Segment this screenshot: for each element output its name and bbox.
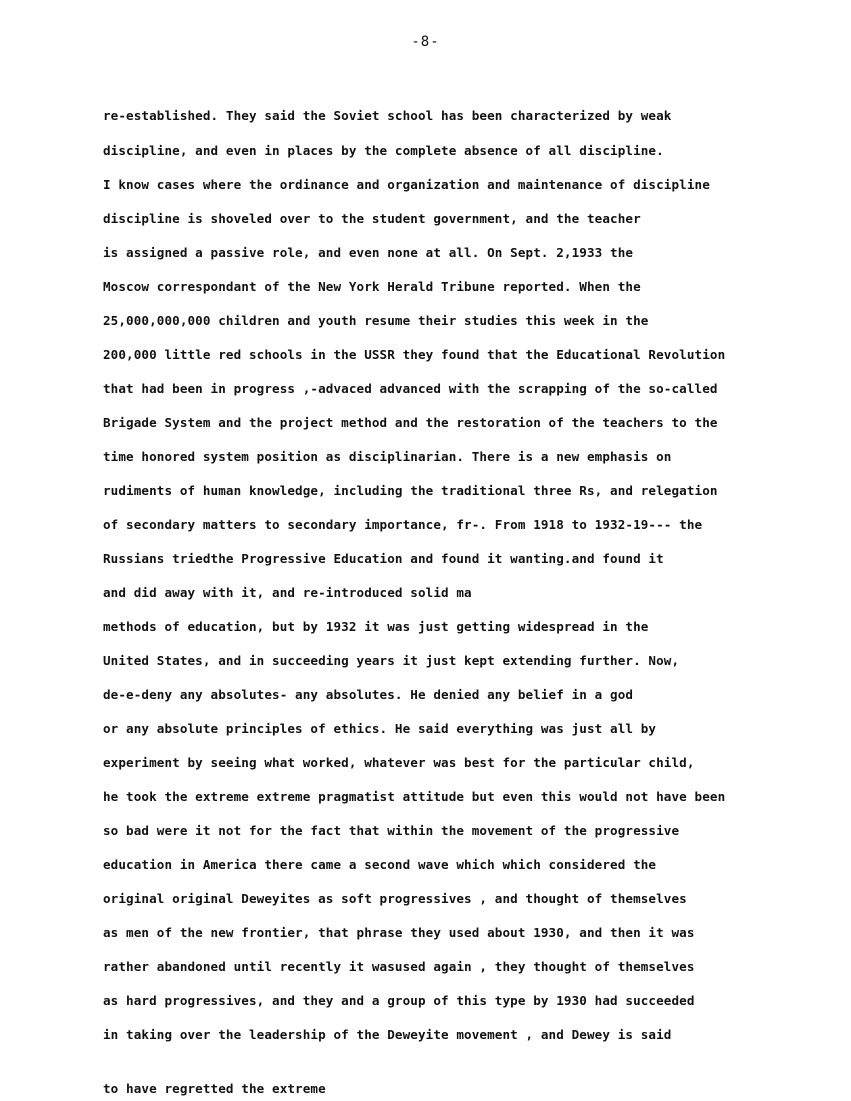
text-line: discipline is shoveled over to the student government, and the teacher [103, 211, 641, 226]
text-line: de-e-deny any absolutes- any absolutes. He denied any belief in a god [103, 687, 634, 702]
text-line: original original Deweyites as soft progressives , and thought of themselves [103, 891, 687, 906]
text-line: in taking over the leadership of the Deweyite movement , and Dewey is said [103, 1027, 672, 1042]
text-line: as hard progressives, and they and a group of this type by 1930 had succeeded [103, 993, 695, 1008]
text-line: I know cases where the ordinance and organization and maintenance of discipline [103, 177, 710, 192]
text-line: education in America there came a second wave which which considered the [103, 857, 657, 872]
text-line: or any absolute principles of ethics. He said everything was just all by [103, 721, 657, 736]
text-line: 200,000 little red schools in the USSR they found that the Educational Revolution [103, 347, 726, 362]
text-line: Moscow correspondant of the New York Herald Tribune reported. When the [103, 279, 641, 294]
text-line: as men of the new frontier, that phrase they used about 1930, and then it was [103, 925, 695, 940]
text-line: of secondary matters to secondary importance, fr-. From 1918 to 1932-19--- the [103, 517, 703, 532]
text-line: is assigned a passive role, and even none at all. On Sept. 2,1933 the [103, 245, 634, 260]
text-line: that had been in progress ,-advaced advanced with the scrapping of the so-called [103, 381, 718, 396]
text-line: discipline, and even in places by the complete absence of all discipline. [103, 143, 664, 158]
text-line: rather abandoned until recently it wasused again , they thought of themselves [103, 959, 695, 974]
text-line: re-established. They said the Soviet school has been characterized by weak [103, 108, 672, 123]
text-line: and did away with it, and re-introduced solid ma [103, 585, 472, 600]
text-line: he took the extreme extreme pragmatist attitude but even this would not have been [103, 789, 726, 804]
text-line: Russians triedthe Progressive Education and found it wanting.and found it [103, 551, 664, 566]
page-number: -8- [411, 34, 440, 50]
text-line: experiment by seeing what worked, whatever was best for the particular child, [103, 755, 695, 770]
text-line: so bad were it not for the fact that within the movement of the progressive [103, 823, 680, 838]
text-line: time honored system position as disciplinarian. There is a new emphasis on [103, 449, 672, 464]
text-line: United States, and in succeeding years it just kept extending further. Now, [103, 653, 680, 668]
text-line: to have regretted the extreme [103, 1081, 326, 1096]
text-line: 25,000,000,000 children and youth resume their studies this week in the [103, 313, 649, 328]
text-line: methods of education, but by 1932 it was just getting widespread in the [103, 619, 649, 634]
text-line: Brigade System and the project method and the restoration of the teachers to the [103, 415, 718, 430]
text-line: rudiments of human knowledge, including the traditional three Rs, and relegation [103, 483, 718, 498]
